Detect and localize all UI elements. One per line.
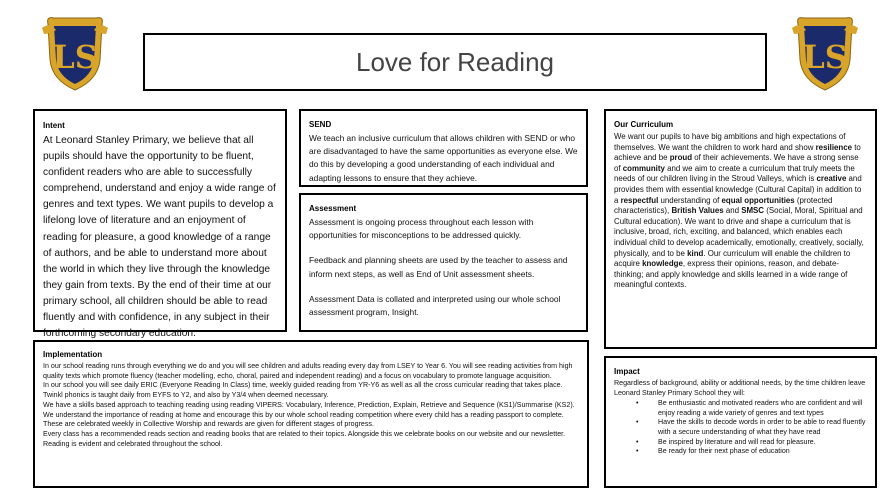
intent-text: At Leonard Stanley Primary, we believe that all pupils should have the opportunity to be fluent, confident readers who are able to successfully comprehend, understand and enjoy a wide range of genres and text types. We want pupils to develop a lifelong love of literature and an enjoyment of reading for pleasure, a good knowledge of a range of authors, and be able to understand more about the world in which they live through the knowledge they gain from texts. By the end of their time at our primary school, all children should be able to read fluently and with confidence, in any subject in their forthcoming secondary education.	[43, 135, 276, 340]
curriculum-panel	[604, 109, 877, 349]
send-heading: SEND	[309, 120, 332, 129]
implementation-panel	[33, 340, 589, 488]
intent-panel	[33, 109, 287, 340]
assessment-paragraph: Feedback and planning sheets are used by the teacher to assess and inform next steps, as well as End of Unit assessment sheets.	[309, 255, 568, 279]
impact-panel	[604, 356, 877, 488]
title-box	[143, 33, 767, 91]
implementation-paragraph: We have a skills based approach to teaching reading using reading VIPERS: Vocabulary, Inference, Prediction, Explain, Retrieve and Sequence (KS1)/Summarise (KS2).	[43, 400, 575, 409]
crest-letters: LS	[802, 38, 848, 76]
impact-list	[614, 399, 867, 457]
implementation-paragraph: In our school you will see daily ERIC (Everyone Reading In Class) time, weekly guided reading from YR-Y6 as well as all the cross curricular reading that takes place. Twinkl phonics is taught daily from EYFS to Y2, and also by Y3/4 when deemed necessary.	[43, 381, 563, 400]
school-crest-logo-right	[790, 12, 860, 92]
assessment-paragraph: Assessment is ongoing process throughout each lesson with opportunities for misconceptions to be addressed quickly.	[309, 217, 534, 241]
crest-letters: LS	[52, 38, 98, 76]
implementation-heading: Implementation	[43, 350, 103, 359]
school-crest-logo-left	[40, 12, 110, 92]
intent-heading: Intent	[43, 121, 65, 130]
list-item: • Be inspired by literature and will read for pleasure.	[614, 438, 867, 448]
impact-heading: Impact	[614, 367, 640, 376]
send-panel	[299, 109, 588, 187]
assessment-paragraph: Assessment Data is collated and interpreted using our whole school assessment program, Insight.	[309, 293, 561, 318]
list-item: • Be enthusiastic and motivated readers who are confident and will enjoy reading a wide variety of genres and text types	[614, 399, 867, 418]
page-title: Love for Reading	[355, 46, 555, 77]
implementation-paragraph: In our school reading runs through everything we do and you will see children and adults reading every day from LSEY to Year 6. You will see reading activities from high quality texts which promote fluency (teacher modelling, echo, choral, paired and independent reading) and a focus on vocabulary to promote language acquisition.	[43, 362, 573, 380]
implementation-paragraph: We understand the importance of reading at home and encourage this by our whole school reading competition where every child has a reading passport to complete. These are celebrated weekly in Collective Worship and rewards are given for different stages of progress.	[43, 410, 564, 429]
impact-intro: Regardless of background, ability or additional needs, by the time children leave Leonard Stanley Primary School they will:	[614, 379, 866, 397]
curriculum-text: We want our pupils to have big ambitions and high expectations of themselves. We want the children to work hard and show resilience to achieve and be proud of their achievements. We have a strong sense of community and we aim to create a curriculum that truly meets the needs of our children living in the Stroud Valleys, which is creative and provides them with essential knowledge (Cultural Capital) in addition to a respectful understanding of equal opportunities (protected characteristics), British Values and SMSC (Social, Moral, Spiritual and Cultural education). We want to drive and shape a curriculum that is inclusive, broad, rich, exciting, and balanced, which enables each individual child to develop academically, emotionally, creatively, socially, physically, and to be kind. Our curriculum will enable the children to acquire knowledge, express their opinions, reason, and debate-thinking; and apply knowledge and skills learned in a wide range of meaningful contexts.	[614, 132, 864, 290]
send-text: We teach an inclusive curriculum that allows children with SEND or who are disadvantaged to have the same opportunities as everyone else. We do this by developing a good understanding of each individual and adapting lessons to ensure that they achieve.	[309, 133, 578, 183]
list-item: • Be ready for their next phase of education	[614, 447, 867, 457]
assessment-heading: Assessment	[309, 204, 357, 213]
list-item: • Have the skills to decode words in order to be able to read fluently with a secure understanding of what they have read	[614, 418, 867, 437]
assessment-panel	[299, 193, 588, 332]
curriculum-heading: Our Curriculum	[614, 120, 674, 129]
implementation-paragraph: Every class has a recommended reads section and reading books that are related to their topics. Alongside this we celebrate books on our website and our newsletter. Reading is evident and celebrated throughout the school.	[43, 429, 566, 448]
